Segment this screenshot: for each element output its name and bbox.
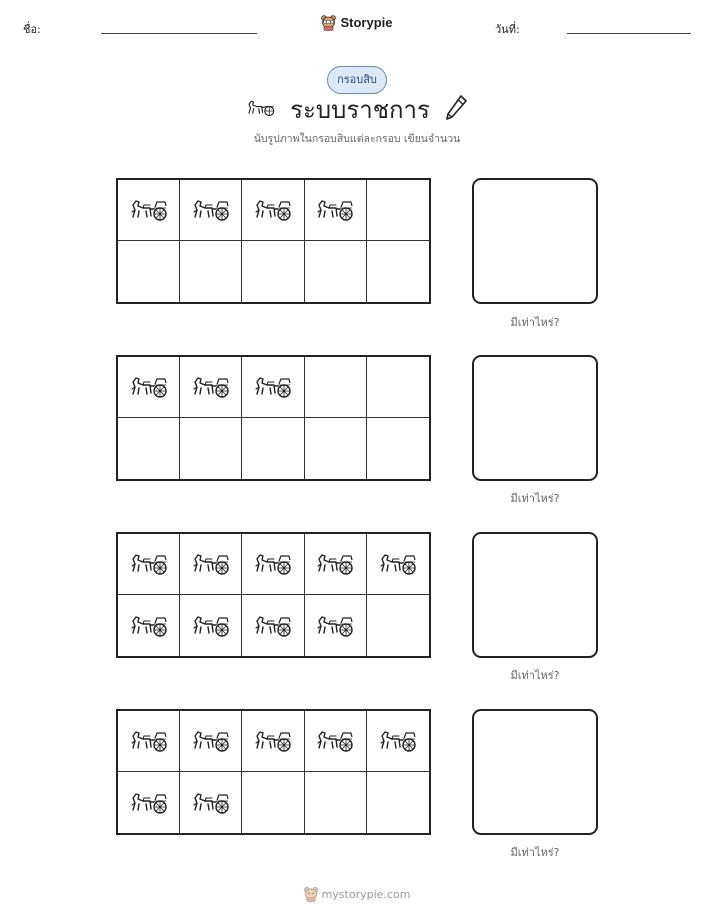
frame-cell <box>118 180 180 241</box>
frame-cell <box>305 595 367 656</box>
horse-chariot-icon <box>315 197 355 223</box>
horse-chariot-icon <box>191 374 231 400</box>
frame-cell <box>242 711 304 772</box>
horse-chariot-icon <box>191 790 231 816</box>
horse-chariot-icon <box>129 551 169 577</box>
frame-cell <box>118 357 180 418</box>
horse-chariot-icon <box>129 197 169 223</box>
brand-header <box>0 14 714 35</box>
frame-cell <box>242 534 304 595</box>
instructions: นับรูปภาพในกรอบสิบแต่ละกรอบ เขียนจำนวน <box>253 133 461 145</box>
frame-cell <box>367 711 429 772</box>
horse-chariot-icon <box>315 551 355 577</box>
date-label: วันที่: <box>495 23 520 36</box>
frame-cell <box>180 180 242 241</box>
horse-chariot-icon <box>191 613 231 639</box>
frame-cell <box>118 418 180 479</box>
horse-chariot-icon <box>315 728 355 754</box>
frame-cell <box>242 772 304 833</box>
pencil-icon <box>444 94 468 126</box>
topic-pill: กรอบสิบ <box>327 66 387 94</box>
frame-cell <box>118 534 180 595</box>
date-line[interactable] <box>567 33 691 34</box>
frame-cell <box>180 711 242 772</box>
horse-chariot-icon <box>246 97 276 123</box>
frame-cell <box>305 241 367 302</box>
frame-cell <box>367 772 429 833</box>
frame-cell <box>305 711 367 772</box>
frame-cell <box>242 241 304 302</box>
frame-cell <box>367 241 429 302</box>
title-row <box>0 92 714 128</box>
frame-cell <box>180 357 242 418</box>
brand-name: Storypie <box>340 15 393 30</box>
horse-chariot-icon <box>129 613 169 639</box>
horse-chariot-icon <box>315 613 355 639</box>
frame-cell <box>242 357 304 418</box>
footer-url: mystorypie.com <box>321 887 411 901</box>
frame-cell <box>367 534 429 595</box>
frame-cell <box>367 595 429 656</box>
question-label: มีเท่าไหร่? <box>510 669 560 682</box>
frame-cell <box>367 418 429 479</box>
frame-cell <box>242 418 304 479</box>
ten-frame <box>116 532 431 658</box>
horse-chariot-icon <box>253 728 293 754</box>
question-label: มีเท่าไหร่? <box>510 492 560 505</box>
frame-cell <box>305 534 367 595</box>
ten-frame <box>116 178 431 304</box>
frame-cell <box>242 595 304 656</box>
name-label: ชื่อ: <box>23 23 41 36</box>
horse-chariot-icon <box>253 197 293 223</box>
horse-chariot-icon <box>253 551 293 577</box>
footer <box>0 886 714 906</box>
answer-box[interactable] <box>472 178 598 304</box>
frame-cell <box>118 595 180 656</box>
frame-cell <box>180 595 242 656</box>
answer-box[interactable] <box>472 532 598 658</box>
horse-chariot-icon <box>129 374 169 400</box>
answer-box[interactable] <box>472 355 598 481</box>
page-title: ระบบราชการ <box>290 96 430 124</box>
answer-box[interactable] <box>472 709 598 835</box>
frame-cell <box>180 534 242 595</box>
frame-cell <box>305 772 367 833</box>
storypie-logo-icon <box>321 14 336 31</box>
horse-chariot-icon <box>378 551 418 577</box>
horse-chariot-icon <box>378 728 418 754</box>
frame-cell <box>180 241 242 302</box>
frame-cell <box>118 711 180 772</box>
frame-cell <box>305 418 367 479</box>
question-label: มีเท่าไหร่? <box>510 846 560 859</box>
horse-chariot-icon <box>191 197 231 223</box>
horse-chariot-icon <box>253 613 293 639</box>
horse-chariot-icon <box>129 790 169 816</box>
frame-cell <box>367 180 429 241</box>
frame-cell <box>305 180 367 241</box>
ten-frame <box>116 355 431 481</box>
horse-chariot-icon <box>129 728 169 754</box>
frame-cell <box>118 772 180 833</box>
storypie-footer-icon <box>304 886 318 902</box>
horse-chariot-icon <box>191 551 231 577</box>
question-label: มีเท่าไหร่? <box>510 316 560 329</box>
frame-cell <box>242 180 304 241</box>
frame-cell <box>118 241 180 302</box>
horse-chariot-icon <box>191 728 231 754</box>
frame-cell <box>180 418 242 479</box>
frame-cell <box>180 772 242 833</box>
horse-chariot-icon <box>253 374 293 400</box>
frame-cell <box>305 357 367 418</box>
ten-frame <box>116 709 431 835</box>
frame-cell <box>367 357 429 418</box>
